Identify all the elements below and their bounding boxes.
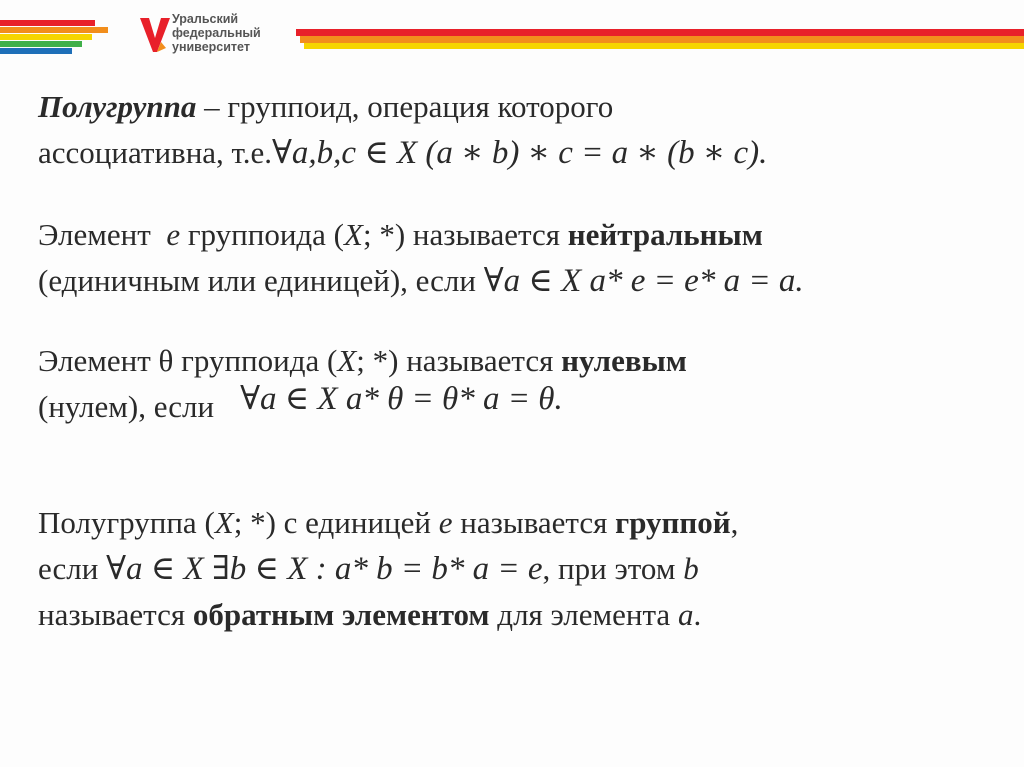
university-logo-icon [138, 14, 172, 58]
p4-line2-text: если [38, 551, 107, 586]
p4-text-2: ; *) с единицей [233, 505, 439, 540]
neutral-formula: ∀a ∈ X a* e = e* a = a. [483, 263, 804, 299]
p4-text-1: Полугруппа ( [38, 505, 215, 540]
p3-text-2: ; *) называется [356, 343, 562, 378]
p3-line-2 [38, 381, 687, 430]
p3-text-1: Элемент θ группоида ( [38, 343, 338, 378]
p1-line-1 [38, 84, 767, 130]
university-name [172, 12, 261, 54]
term-semigroup: Полугруппа [38, 89, 197, 124]
term-neutral: нейтральным [567, 217, 763, 252]
p4-line3-text: называется [38, 597, 193, 632]
p3-line-1 [38, 338, 687, 384]
stripe-orange-right [300, 36, 1024, 43]
inverse-formula: ∀a ∈ X ∃b ∈ X : a* b = b* a = e [106, 551, 543, 587]
p4-text-4: , [730, 505, 739, 540]
p3-line2-text: (нулем), если [38, 389, 215, 424]
logo-line-2: федеральный [172, 26, 261, 40]
paragraph-semigroup-definition [38, 84, 767, 176]
p4-line3-period: . [693, 597, 702, 632]
logo-line-3: университет [172, 40, 250, 54]
stripe-red-right [296, 29, 1024, 36]
p4-line-3 [38, 592, 738, 638]
p2-line-1 [38, 212, 804, 258]
p2-line-2 [38, 258, 804, 304]
stripe-blue-left [0, 48, 72, 54]
stripe-orange-left [0, 27, 108, 33]
p2-line2-text: (единичным или единицей), если [38, 263, 484, 298]
p2-text-1: Элемент [38, 217, 167, 252]
var-e: e [438, 505, 453, 540]
p4-line2-text-b: , при этом [542, 551, 684, 586]
term-zero: нулевым [561, 343, 687, 378]
associativity-formula: ∀a,b,c ∈ X (a ∗ b) ∗ c = a ∗ (b ∗ c). [272, 135, 768, 171]
paragraph-neutral-element [38, 212, 804, 304]
p2-text-3: ; *) называется [362, 217, 568, 252]
stripe-green-left [0, 41, 82, 47]
zero-formula: ∀a ∈ X a* θ = θ* a = θ. [240, 381, 563, 417]
paragraph-zero-element [38, 338, 687, 430]
p2-text-2: группоида ( [180, 217, 345, 252]
p4-line-2 [38, 546, 738, 592]
p1-line-2 [38, 130, 767, 176]
var-X: X [344, 217, 363, 252]
term-inverse-element: обратным элементом [192, 597, 490, 632]
stripe-red-left [0, 20, 95, 26]
header-bar [0, 0, 1024, 70]
var-b: b [683, 551, 699, 586]
logo-line-1: Уральский [172, 12, 239, 26]
p4-line-1 [38, 500, 738, 546]
p4-text-3: называется [452, 505, 616, 540]
p4-line3-text-b: для элемента [489, 597, 678, 632]
var-X: X [337, 343, 357, 378]
term-group: группой [615, 505, 731, 540]
paragraph-group-definition [38, 500, 738, 638]
var-e: e [166, 217, 181, 252]
p1-line2-text: ассоциативна, т.е. [38, 135, 273, 170]
var-a: a [677, 597, 694, 632]
stripe-yellow-right [304, 43, 1024, 49]
p1-text: – группоид, операция которого [196, 89, 614, 124]
var-X: X [214, 505, 234, 540]
stripe-yellow-left [0, 34, 92, 40]
